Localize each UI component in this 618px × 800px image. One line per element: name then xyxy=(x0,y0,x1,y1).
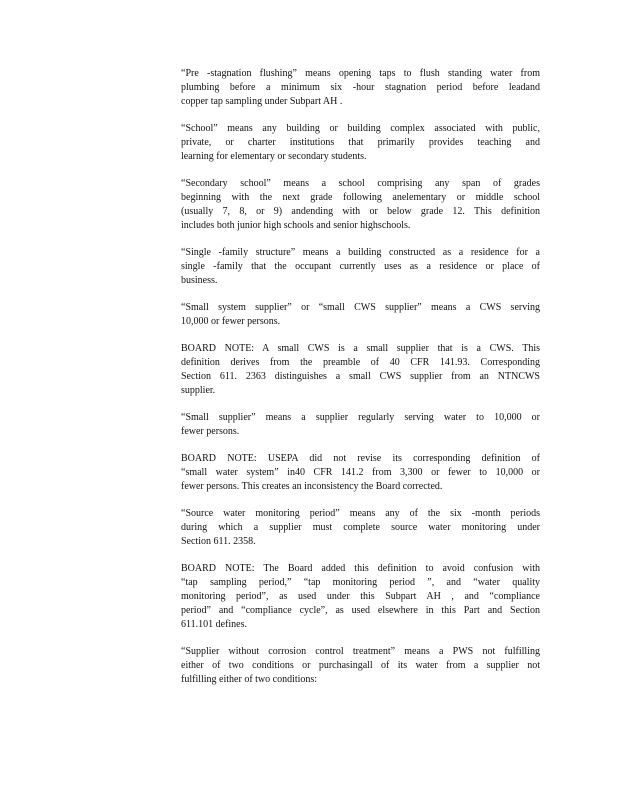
text-line: period” and “compliance cycle”, as used elsewhere in this Part and Section xyxy=(181,605,540,616)
text-line: “School” means any building or building complex associated with public, xyxy=(181,123,540,134)
text-line: “tap sampling period,” “tap monitoring period ”, and “water quality xyxy=(181,577,540,588)
definition-pre-stagnation-flushing xyxy=(181,67,540,109)
definition-school xyxy=(181,122,540,164)
definition-small-supplier xyxy=(181,411,540,439)
text-line: monitoring period”, as used under this Subpart AH , and “compliance xyxy=(181,591,540,602)
text-line: during which a supplier must complete source water monitoring under xyxy=(181,522,540,533)
text-line: fewer persons. This creates an inconsistency the Board corrected. xyxy=(181,481,443,492)
text-line: plumbing before a minimum six -hour stagnation period before leadand xyxy=(181,82,540,93)
text-line: includes both junior high schools and senior highschools. xyxy=(181,220,411,231)
text-line: 611.101 defines. xyxy=(181,619,248,630)
text-line: “Small system supplier” or “small CWS supplier” means a CWS serving xyxy=(181,302,540,313)
definition-secondary-school xyxy=(181,177,540,233)
text-line: “Source water monitoring period” means any of the six -month periods xyxy=(181,508,540,519)
text-line: either of two conditions or purchasingall of its water from a supplier not xyxy=(181,660,540,671)
text-line: “Supplier without corrosion control treatment” means a PWS not fulfilling xyxy=(181,646,540,657)
text-line: BOARD NOTE: The Board added this definition to avoid confusion with xyxy=(181,563,540,574)
text-line: “Secondary school” means a school comprising any span of grades xyxy=(181,178,540,189)
text-line: BOARD NOTE: A small CWS is a small supplier that is a CWS. This xyxy=(181,343,540,354)
board-note-confusion xyxy=(181,562,540,632)
text-line: learning for elementary or secondary students. xyxy=(181,151,367,162)
text-line: private, or charter institutions that primarily provides teaching and xyxy=(181,137,540,148)
text-line: business. xyxy=(181,275,218,286)
text-line: Section 611. 2358. xyxy=(181,536,256,547)
text-line: fewer persons. xyxy=(181,426,240,437)
definition-supplier-without-corrosion-control xyxy=(181,645,540,687)
text-line: “Single -family structure” means a building constructed as a residence for a xyxy=(181,247,540,258)
text-line: (usually 7, 8, or 9) andending with or below grade 12. This definition xyxy=(181,206,540,217)
text-line: fulfilling either of two conditions: xyxy=(181,674,318,685)
text-line: supplier. xyxy=(181,385,216,396)
text-line: copper tap sampling under Subpart AH . xyxy=(181,96,343,107)
document-page xyxy=(181,67,540,700)
text-line: “Pre -stagnation flushing” means opening taps to flush standing water from xyxy=(181,68,540,79)
text-line: single -family that the occupant currently uses as a residence or place of xyxy=(181,261,540,272)
text-line: 10,000 or fewer persons. xyxy=(181,316,281,327)
text-line: definition derives from the preamble of 40 CFR 141.93. Corresponding xyxy=(181,357,540,368)
text-line: Section 611. 2363 distinguishes a small CWS supplier from an NTNCWS xyxy=(181,371,540,382)
text-line: “small water system” in40 CFR 141.2 from 3,300 or fewer to 10,000 or xyxy=(181,467,540,478)
text-line: BOARD NOTE: USEPA did not revise its corresponding definition of xyxy=(181,453,540,464)
board-note-usepa xyxy=(181,452,540,494)
text-line: “Small supplier” means a supplier regularly serving water to 10,000 or xyxy=(181,412,540,423)
definition-single-family-structure xyxy=(181,246,540,288)
definition-source-water-monitoring-period xyxy=(181,507,540,549)
definition-small-system-supplier xyxy=(181,301,540,329)
text-line: beginning with the next grade following anelementary or middle school xyxy=(181,192,540,203)
board-note-small-cws xyxy=(181,342,540,398)
